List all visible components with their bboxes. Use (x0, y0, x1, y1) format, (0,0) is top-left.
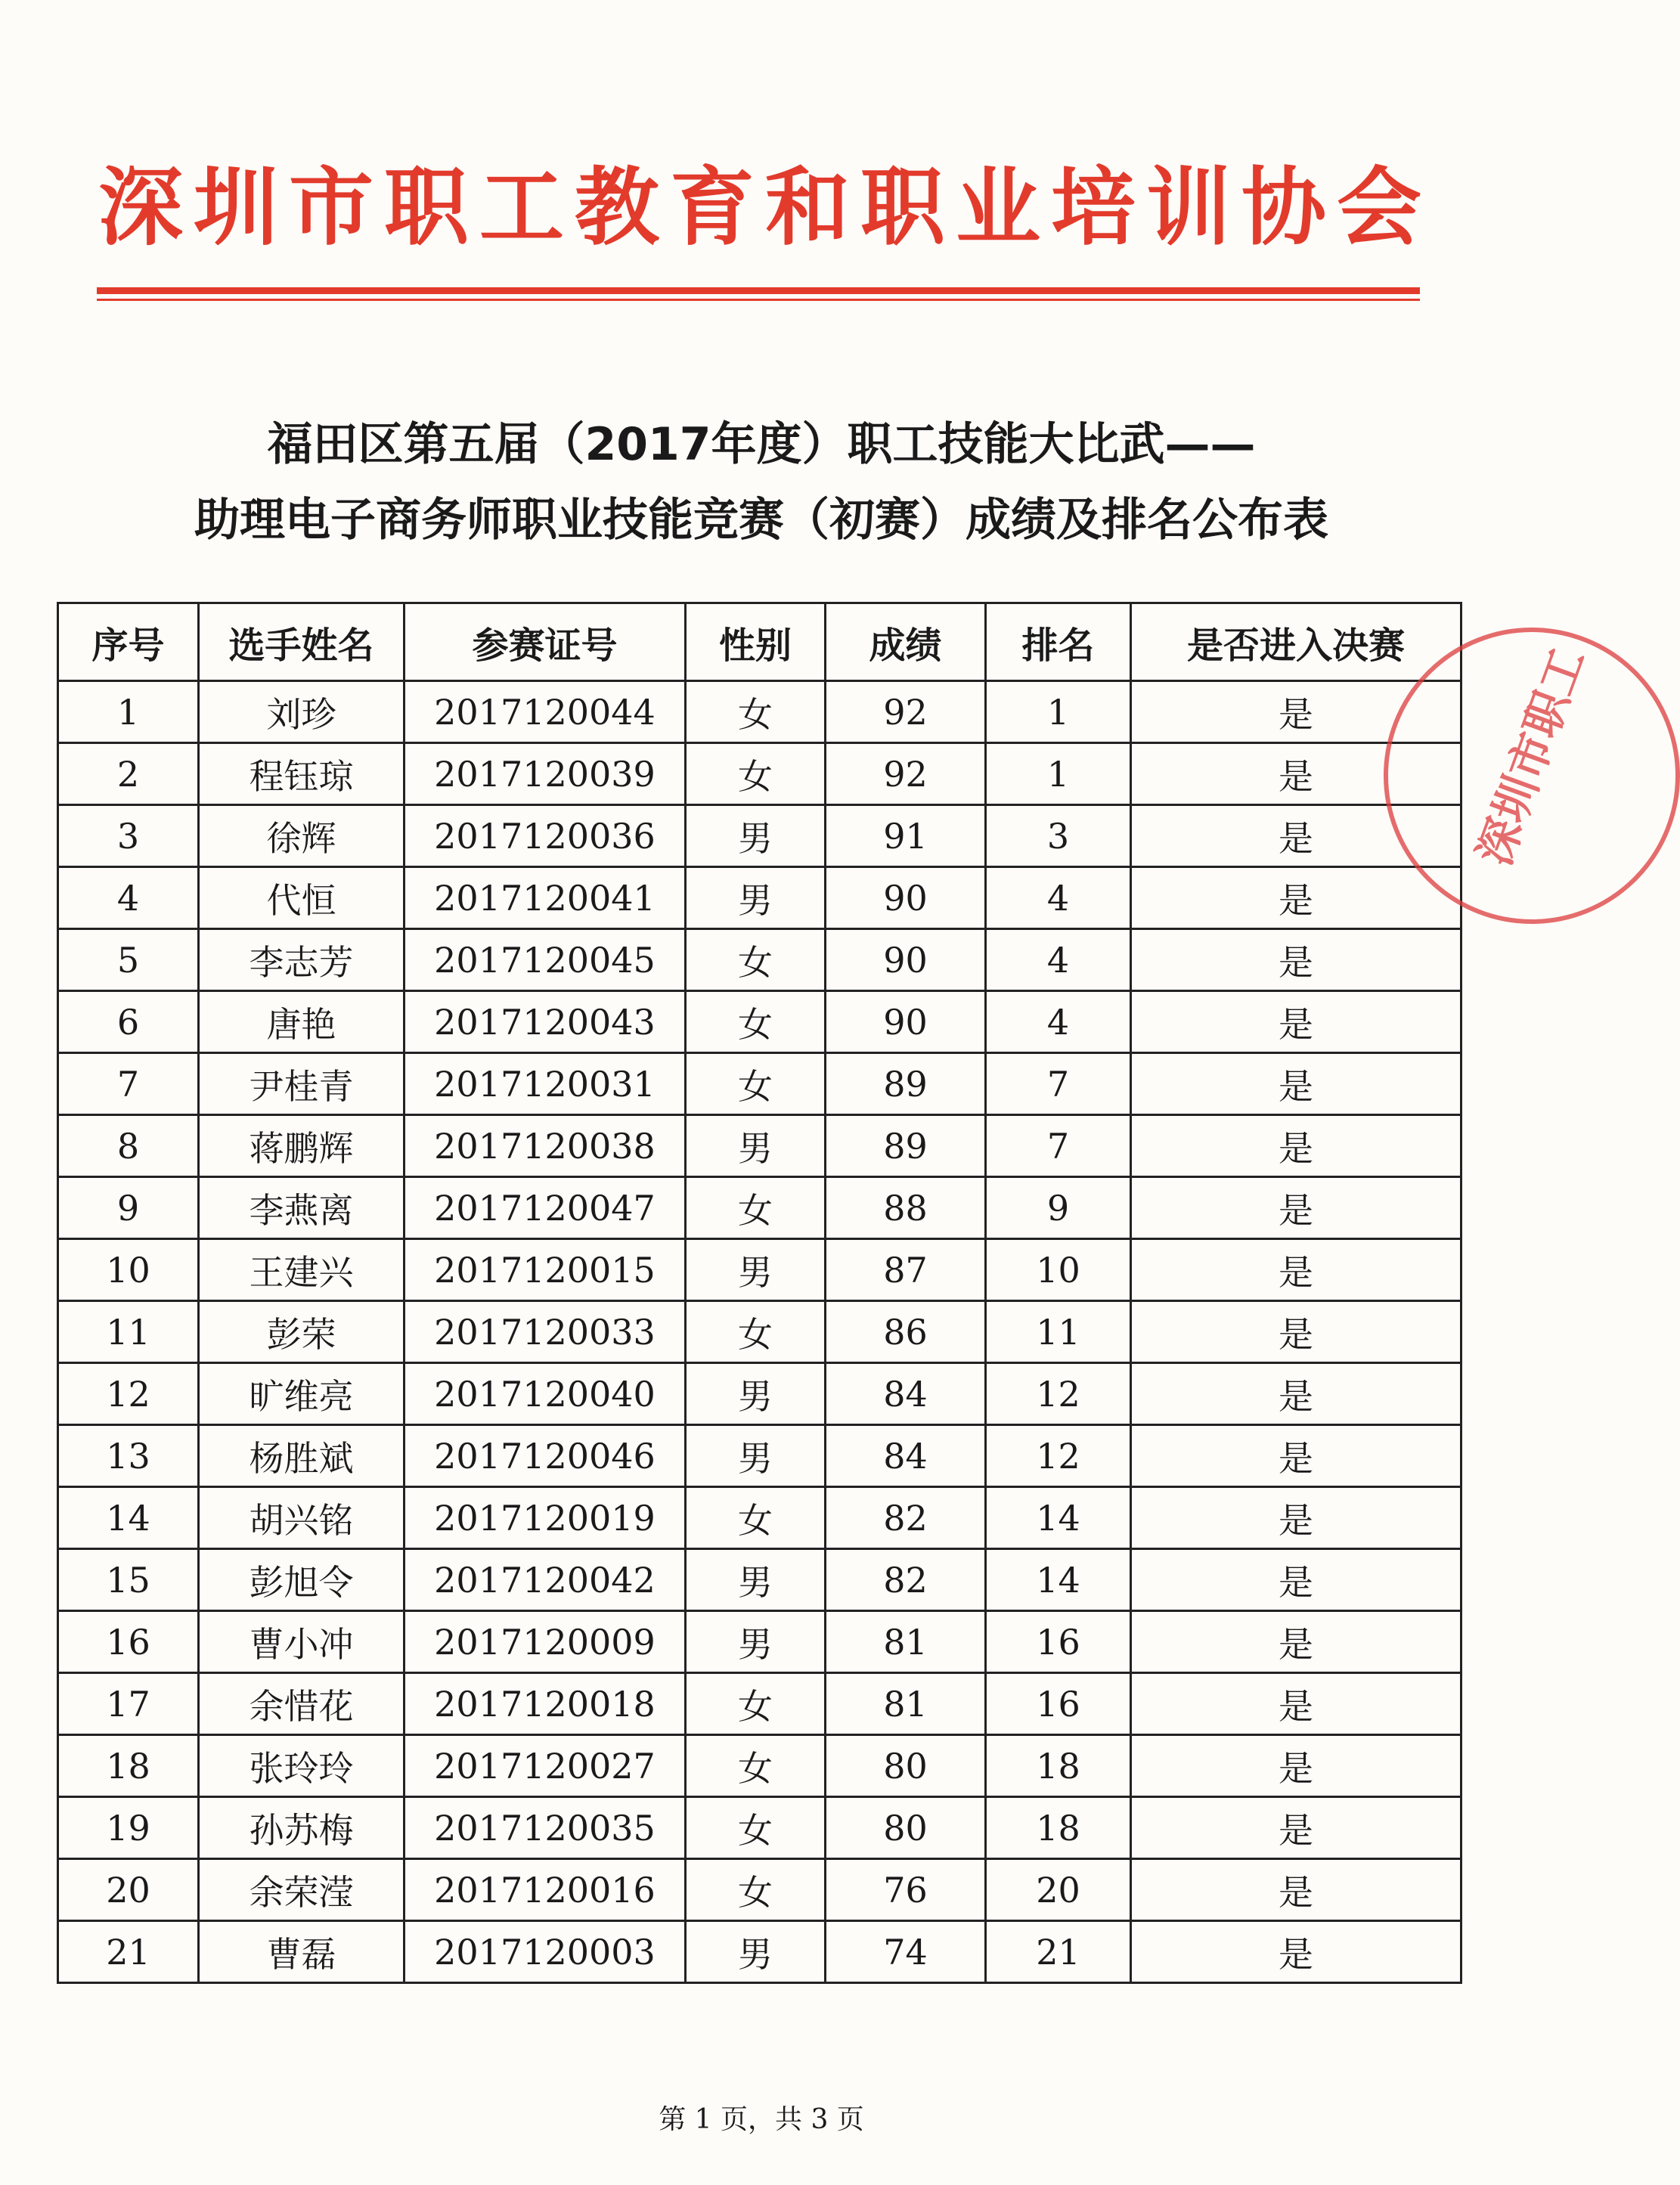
cell-score: 92 (826, 743, 986, 805)
cell-seq: 3 (58, 805, 199, 867)
cell-seq: 15 (58, 1549, 199, 1611)
cell-score: 76 (826, 1859, 986, 1921)
cell-gender: 男 (686, 805, 826, 867)
cell-seq: 5 (58, 929, 199, 991)
cell-id: 2017120041 (405, 867, 686, 929)
cell-seq: 9 (58, 1177, 199, 1239)
cell-final: 是 (1131, 1363, 1461, 1425)
table-row (58, 1115, 1461, 1177)
cell-id: 2017120033 (405, 1301, 686, 1363)
cell-score: 80 (826, 1735, 986, 1797)
cell-id: 2017120027 (405, 1735, 686, 1797)
header-name: 选手姓名 (199, 603, 405, 681)
document-title-line2: 助理电子商务师职业技能竞赛（初赛）成绩及排名公布表 (194, 494, 1328, 547)
cell-name: 曹小冲 (199, 1611, 405, 1673)
table-row (58, 1053, 1461, 1115)
cell-seq: 1 (58, 681, 199, 743)
cell-gender: 女 (686, 1177, 826, 1239)
table-row (58, 805, 1461, 867)
cell-name: 杨胜斌 (199, 1425, 405, 1487)
cell-final: 是 (1131, 1115, 1461, 1177)
cell-gender: 男 (686, 1611, 826, 1673)
cell-rank: 14 (986, 1549, 1131, 1611)
cell-id: 2017120009 (405, 1611, 686, 1673)
table-row (58, 743, 1461, 805)
cell-rank: 21 (986, 1921, 1131, 1983)
cell-gender: 女 (686, 1735, 826, 1797)
letterhead-org-name: 深圳市职工教育和职业培训协会 (98, 158, 1432, 257)
cell-rank: 20 (986, 1859, 1131, 1921)
cell-name: 旷维亮 (199, 1363, 405, 1425)
cell-score: 92 (826, 681, 986, 743)
cell-name: 李燕离 (199, 1177, 405, 1239)
cell-rank: 12 (986, 1425, 1131, 1487)
cell-name: 彭旭令 (199, 1549, 405, 1611)
cell-name: 张玲玲 (199, 1735, 405, 1797)
cell-id: 2017120046 (405, 1425, 686, 1487)
cell-final: 是 (1131, 1177, 1461, 1239)
cell-rank: 18 (986, 1797, 1131, 1859)
table-row (58, 1239, 1461, 1301)
header-final: 是否进入决赛 (1131, 603, 1461, 681)
seal-text: 深圳市职工 (1468, 640, 1595, 872)
cell-id: 2017120019 (405, 1487, 686, 1549)
cell-id: 2017120036 (405, 805, 686, 867)
header-seq: 序号 (58, 603, 199, 681)
cell-final: 是 (1131, 1487, 1461, 1549)
cell-name: 余荣滢 (199, 1859, 405, 1921)
cell-final: 是 (1131, 1549, 1461, 1611)
cell-gender: 女 (686, 743, 826, 805)
cell-final: 是 (1131, 805, 1461, 867)
cell-rank: 4 (986, 867, 1131, 929)
cell-rank: 16 (986, 1611, 1131, 1673)
cell-name: 余惜花 (199, 1673, 405, 1735)
cell-id: 2017120015 (405, 1239, 686, 1301)
cell-id: 2017120039 (405, 743, 686, 805)
cell-final: 是 (1131, 1921, 1461, 1983)
page-number: 第 1 页，共 3 页 (659, 2104, 864, 2135)
table-row (58, 1921, 1461, 1983)
header-gender: 性别 (686, 603, 826, 681)
cell-score: 89 (826, 1115, 986, 1177)
cell-gender: 女 (686, 1797, 826, 1859)
cell-final: 是 (1131, 1301, 1461, 1363)
header-score: 成绩 (826, 603, 986, 681)
cell-name: 彭荣 (199, 1301, 405, 1363)
cell-id: 2017120044 (405, 681, 686, 743)
cell-gender: 男 (686, 1921, 826, 1983)
cell-seq: 21 (58, 1921, 199, 1983)
cell-gender: 男 (686, 1363, 826, 1425)
table-row (58, 681, 1461, 743)
cell-name: 徐辉 (199, 805, 405, 867)
cell-score: 84 (826, 1425, 986, 1487)
cell-rank: 11 (986, 1301, 1131, 1363)
table-row (58, 1797, 1461, 1859)
table-row (58, 1859, 1461, 1921)
cell-seq: 6 (58, 991, 199, 1053)
cell-rank: 1 (986, 681, 1131, 743)
cell-gender: 女 (686, 681, 826, 743)
cell-seq: 8 (58, 1115, 199, 1177)
cell-name: 唐艳 (199, 991, 405, 1053)
cell-gender: 男 (686, 1239, 826, 1301)
cell-rank: 16 (986, 1673, 1131, 1735)
official-seal (1384, 628, 1680, 924)
table-row (58, 1177, 1461, 1239)
cell-score: 90 (826, 867, 986, 929)
cell-rank: 4 (986, 929, 1131, 991)
cell-seq: 7 (58, 1053, 199, 1115)
cell-gender: 男 (686, 1549, 826, 1611)
cell-seq: 11 (58, 1301, 199, 1363)
cell-score: 82 (826, 1549, 986, 1611)
table-row (58, 1611, 1461, 1673)
cell-score: 80 (826, 1797, 986, 1859)
cell-final: 是 (1131, 1673, 1461, 1735)
cell-gender: 女 (686, 991, 826, 1053)
cell-gender: 男 (686, 1115, 826, 1177)
cell-gender: 女 (686, 1673, 826, 1735)
cell-score: 81 (826, 1611, 986, 1673)
cell-id: 2017120047 (405, 1177, 686, 1239)
cell-final: 是 (1131, 681, 1461, 743)
cell-score: 84 (826, 1363, 986, 1425)
cell-score: 91 (826, 805, 986, 867)
cell-name: 李志芳 (199, 929, 405, 991)
cell-seq: 20 (58, 1859, 199, 1921)
cell-final: 是 (1131, 1611, 1461, 1673)
letterhead-rule-thick (97, 287, 1420, 294)
cell-id: 2017120045 (405, 929, 686, 991)
table-row (58, 867, 1461, 929)
cell-score: 81 (826, 1673, 986, 1735)
cell-score: 88 (826, 1177, 986, 1239)
cell-name: 蒋鹏辉 (199, 1115, 405, 1177)
table-row (58, 991, 1461, 1053)
table-row (58, 1487, 1461, 1549)
cell-final: 是 (1131, 1735, 1461, 1797)
cell-rank: 7 (986, 1053, 1131, 1115)
cell-name: 孙苏梅 (199, 1797, 405, 1859)
header-id: 参赛证号 (405, 603, 686, 681)
cell-id: 2017120031 (405, 1053, 686, 1115)
table-header-row (58, 603, 1461, 681)
table-row (58, 1363, 1461, 1425)
cell-rank: 4 (986, 991, 1131, 1053)
cell-name: 尹桂青 (199, 1053, 405, 1115)
cell-score: 86 (826, 1301, 986, 1363)
cell-seq: 13 (58, 1425, 199, 1487)
table-row (58, 1549, 1461, 1611)
cell-gender: 女 (686, 1487, 826, 1549)
cell-gender: 男 (686, 867, 826, 929)
cell-rank: 3 (986, 805, 1131, 867)
table-row (58, 1735, 1461, 1797)
cell-score: 90 (826, 991, 986, 1053)
cell-seq: 10 (58, 1239, 199, 1301)
table-row (58, 1425, 1461, 1487)
cell-seq: 18 (58, 1735, 199, 1797)
cell-seq: 4 (58, 867, 199, 929)
cell-rank: 9 (986, 1177, 1131, 1239)
cell-final: 是 (1131, 991, 1461, 1053)
cell-rank: 12 (986, 1363, 1131, 1425)
cell-name: 曹磊 (199, 1921, 405, 1983)
cell-id: 2017120035 (405, 1797, 686, 1859)
table-row (58, 1673, 1461, 1735)
cell-final: 是 (1131, 1859, 1461, 1921)
cell-id: 2017120042 (405, 1549, 686, 1611)
cell-final: 是 (1131, 1425, 1461, 1487)
cell-final: 是 (1131, 743, 1461, 805)
cell-seq: 19 (58, 1797, 199, 1859)
table-row (58, 929, 1461, 991)
cell-score: 89 (826, 1053, 986, 1115)
cell-final: 是 (1131, 1239, 1461, 1301)
cell-final: 是 (1131, 1053, 1461, 1115)
cell-score: 82 (826, 1487, 986, 1549)
cell-id: 2017120038 (405, 1115, 686, 1177)
cell-final: 是 (1131, 929, 1461, 991)
table-row (58, 1301, 1461, 1363)
cell-gender: 女 (686, 1301, 826, 1363)
cell-rank: 14 (986, 1487, 1131, 1549)
cell-gender: 男 (686, 1425, 826, 1487)
cell-gender: 女 (686, 1053, 826, 1115)
cell-final: 是 (1131, 867, 1461, 929)
cell-rank: 7 (986, 1115, 1131, 1177)
cell-name: 胡兴铭 (199, 1487, 405, 1549)
cell-seq: 17 (58, 1673, 199, 1735)
cell-seq: 16 (58, 1611, 199, 1673)
cell-id: 2017120018 (405, 1673, 686, 1735)
cell-name: 代恒 (199, 867, 405, 929)
cell-seq: 14 (58, 1487, 199, 1549)
cell-id: 2017120040 (405, 1363, 686, 1425)
cell-seq: 2 (58, 743, 199, 805)
cell-rank: 18 (986, 1735, 1131, 1797)
cell-rank: 1 (986, 743, 1131, 805)
cell-id: 2017120003 (405, 1921, 686, 1983)
letterhead-rule-thin (97, 299, 1420, 301)
document-title-line1: 福田区第五届（2017年度）职工技能大比武—— (267, 418, 1256, 471)
header-rank: 排名 (986, 603, 1131, 681)
cell-name: 王建兴 (199, 1239, 405, 1301)
cell-score: 90 (826, 929, 986, 991)
cell-gender: 女 (686, 929, 826, 991)
cell-final: 是 (1131, 1797, 1461, 1859)
results-table (57, 602, 1462, 1984)
cell-rank: 10 (986, 1239, 1131, 1301)
cell-id: 2017120016 (405, 1859, 686, 1921)
cell-score: 87 (826, 1239, 986, 1301)
cell-name: 刘珍 (199, 681, 405, 743)
cell-seq: 12 (58, 1363, 199, 1425)
cell-gender: 女 (686, 1859, 826, 1921)
cell-id: 2017120043 (405, 991, 686, 1053)
cell-name: 程钰琼 (199, 743, 405, 805)
cell-score: 74 (826, 1921, 986, 1983)
